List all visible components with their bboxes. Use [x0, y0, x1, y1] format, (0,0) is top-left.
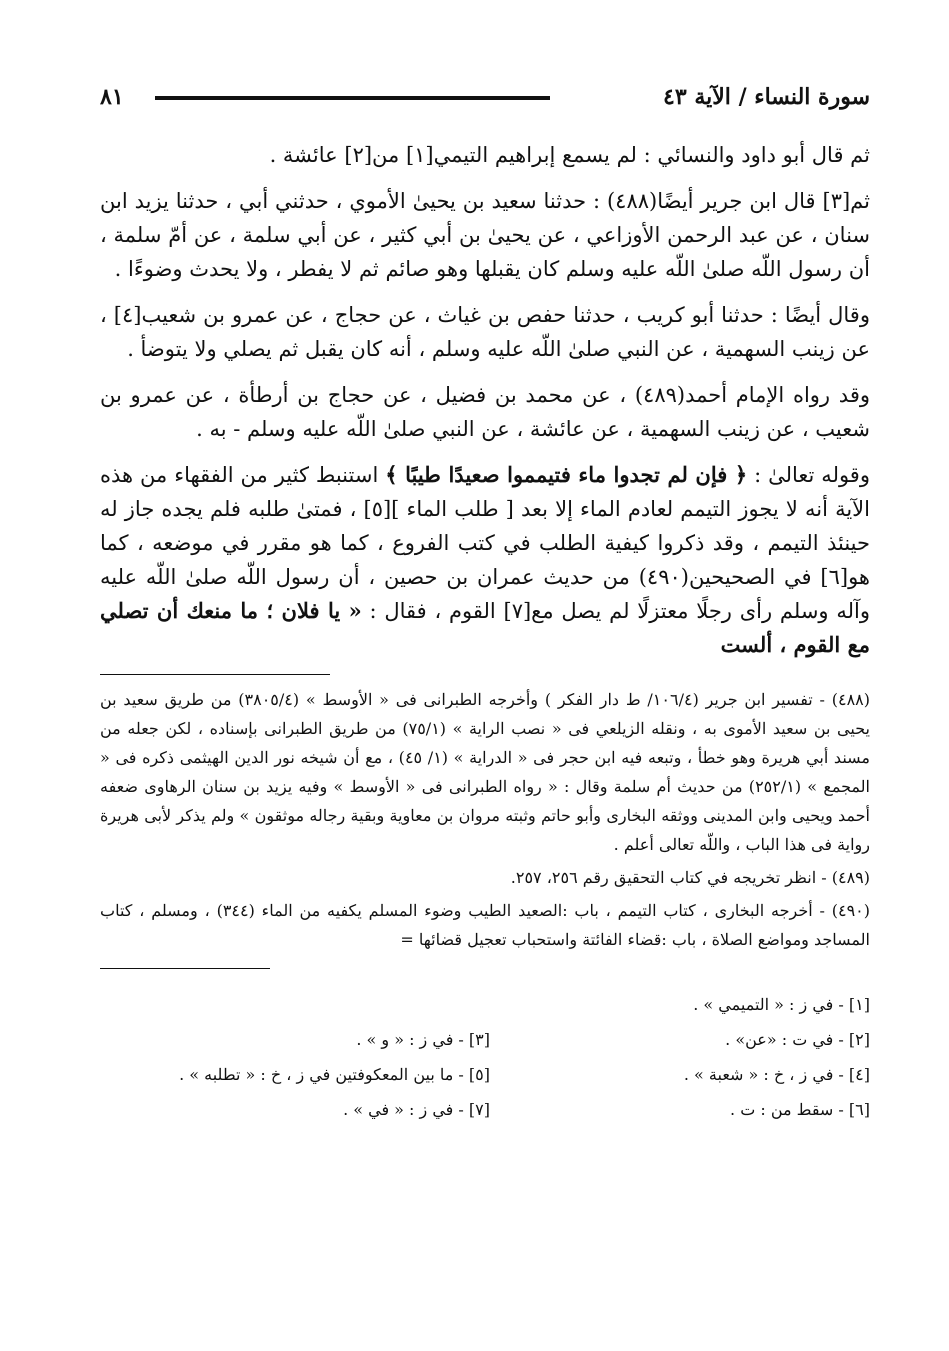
book-page: [100, 70, 870, 1127]
quran-verse: ﴿ فإن لم تجدوا ماء فتيمموا صعيدًا طيبًا ﴾: [385, 462, 748, 487]
footnotes: [100, 685, 870, 954]
paragraph-2: ثم[٣] قال ابن جرير أيضًا(٤٨٨) : حدثنا سعيد بن يحيىٰ الأموي ، حدثني أبي ، حدثنا يزيد ابن سنان ، عن عبد الرحمن الأوزاعي ، عن يحيىٰ بن أبي كثير ، عن أبي سلمة ، عن أمّ سلمة ، أن رسول اللّه صلىٰ اللّه عليه وسلم كان يقبلها وهو صائم ثم لا يفطر ، ولا يحدث وضوءًا .: [100, 189, 870, 281]
variant-1: [١] - في ز : « التميمي » .: [693, 995, 870, 1014]
page-number: ٨١: [100, 84, 124, 110]
paragraph-4: وقد رواه الإمام أحمد(٤٨٩) ، عن محمد بن فضيل ، عن حجاج بن أرطأة ، عن عمرو بن شعيب ، عن زينب السهمية ، عن عائشة ، عن النبي صلىٰ اللّه عليه وسلم - به .: [100, 383, 870, 441]
variant-5: [٥] - ما بين المعكوفتين في ز ، خ : « تطلبه » .: [179, 1065, 490, 1084]
paragraph-5-intro: وقوله تعالىٰ :: [754, 463, 870, 487]
variant-3: [٣] - في ز : « و » .: [356, 1030, 490, 1049]
paragraph-5-body: استنبط كثير من الفقهاء من هذه الآية أنه لا يجوز التيمم لعادم الماء إلا بعد [ طلب الماء ][٥] ، فمتىٰ طلبه فلم يجده جاز له حينئذ التيمم ، وقد ذكروا كيفية الطلب في كتب الفروع ، كما هو مقرر في موضعه ، كما هو[٦] في الصحيحين(٤٩٠) من حديث عمران بن حصين ، أن رسول اللّه صلىٰ اللّه عليه وآله وسلم رأى رجلًا معتزلًا لم يصل مع[٧] القوم ، فقال :: [100, 463, 870, 623]
variant-7: [٧] - في ز : « في » .: [343, 1100, 490, 1119]
paragraph-5: [100, 458, 870, 662]
footnote-490: (٤٩٠) - أخرجه البخارى ، كتاب التيمم ، باب :الصعيد الطيب وضوء المسلم يكفيه من الماء (٣٤٤) ، ومسلم ، كتاب المساجد ومواضع الصلاة ، باب :قضاء الفائتة واستحباب تعجيل قضائها =: [100, 901, 871, 949]
paragraph-3: وقال أيضًا : حدثنا أبو كريب ، حدثنا حفص بن غياث ، عن حجاج ، عن عمرو بن شعيب[٤] ، عن زينب السهمية ، عن النبي صلىٰ اللّه عليه وسلم ، أنه كان يقبل ثم يصلي ولا يتوضأ .: [100, 303, 870, 361]
variant-6: [٦] - سقط من : ت .: [730, 1100, 870, 1119]
footnote-489: (٤٨٩) - انظر تخريجه في كتاب التحقيق رقم ٢٥٦، ٢٥٧.: [510, 868, 870, 887]
paragraph-1: ثم قال أبو داود والنسائي : لم يسمع إبراهيم التيمي[١] من[٢] عائشة .: [269, 143, 870, 167]
footnote-separator: [100, 674, 330, 675]
variant-2: [٢] - في ت : «عن» .: [725, 1030, 870, 1049]
page-header: [100, 70, 870, 110]
hadith-quote: « يا فلان ؛ ما منعك أن تصلي مع القوم ، ألست: [100, 598, 870, 657]
header-rule: [155, 96, 550, 100]
main-text: [100, 138, 870, 662]
footnote-488: (٤٨٨) - تفسير ابن جرير (١٠٦/٤/ ط دار الفكر ) وأخرجه الطبرانى فى « الأوسط » (٣٨٠٥/٤) من طريق سعيد بن يحيى بن سعيد الأموى به ، ونقله الزيلعي فى « نصب الراية » (٧٥/١) من طريق الطبرانى بإسناده ، لكن جعله من مسند أبي هريرة وهو خطأ ، وتبعه فيه ابن حجر فى « الدراية » (١/ ٤٥) ، مع أن شيخه نور الدين الهيثمى ذكره فى « المجمع » (٢٥٢/١) من حديث أم سلمة وقال : « رواه الطبرانى فى « الأوسط » وفيه يزيد بن سنان الرهاوى ضعفه أحمد ويحيى وابن المدينى ووثقه البخارى وأبو حاتم وثبته مروان بن معاوية وبقية رجاله موثقون » ولم يذكر لأبى هريرة رواية فى هذا الباب ، واللّه تعالى أعلم .: [100, 690, 871, 854]
manuscript-variants: [100, 987, 870, 1127]
variant-empty: [100, 987, 490, 1022]
surah-title: سورة النساء / الآية ٤٣: [663, 84, 870, 110]
variant-4: [٤] - في ز ، خ : « شعبة » .: [683, 1065, 870, 1084]
variants-separator: [100, 968, 270, 969]
